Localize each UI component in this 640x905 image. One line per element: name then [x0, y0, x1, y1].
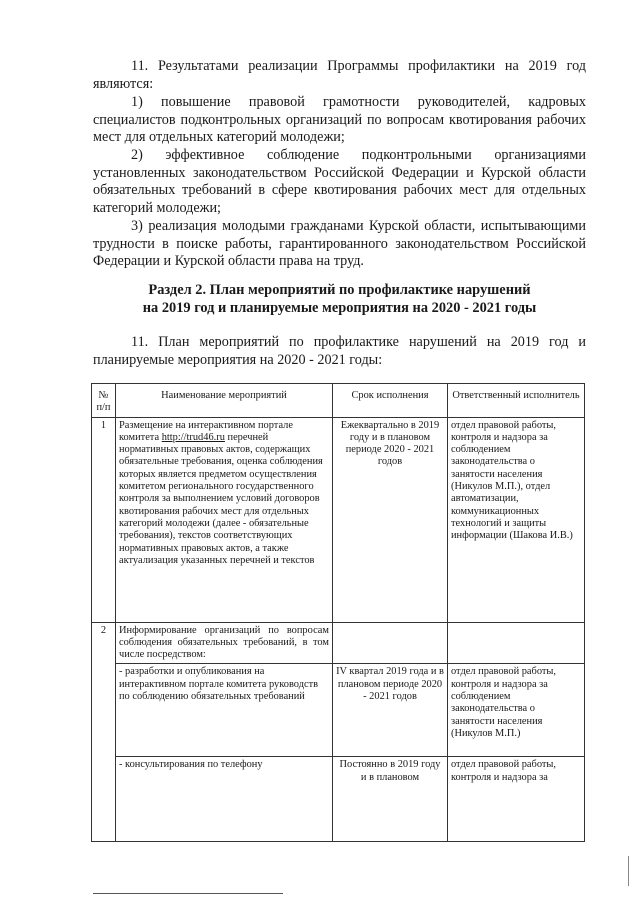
row2-name: Информирование организаций по вопросам соблюдения обязательных требований, в том числе посредством:	[116, 622, 333, 664]
scan-edge-mark	[628, 856, 629, 886]
footer-rule	[93, 893, 283, 894]
row2-responsible	[448, 622, 585, 664]
row2b-name: - консультирования по телефону	[116, 757, 333, 842]
header-number: № п/п	[92, 384, 116, 418]
row1-name-post: перечней нормативных правовых актов, содержащих обязательные требования, оценка соблюдения которых является предметом осуществления комитетом регионального государственного контроля за выполнением условий договоров квотирования рабочих мест для отдельных категорий молодежи (далее - обязательные требования), текстов соответствующих нормативных правовых актов, а также актуализация указанных перечней и текстов	[119, 431, 323, 566]
header-responsible: Ответственный исполнитель	[448, 384, 585, 418]
table-row	[92, 757, 585, 842]
header-name: Наименование мероприятий	[116, 384, 333, 418]
row2b-responsible: отдел правовой работы, контроля и надзора за	[448, 757, 585, 842]
header-term: Срок исполнения	[333, 384, 448, 418]
row1-name	[116, 417, 333, 622]
result-item-3: 3) реализация молодыми гражданами Курской области, испытывающими трудности в поиске работы, гарантированного законодательством Российской Федерации и Курской области права на труд.	[93, 218, 586, 270]
row2a-name: - разработки и опубликования на интерактивном портале комитета руководств по соблюдению обязательных требований	[116, 664, 333, 757]
row2b-term: Постоянно в 2019 году и в плановом	[333, 757, 448, 842]
row1-number: 1	[92, 417, 116, 622]
row1-term: Ежеквартально в 2019 году и в плановом периоде 2020 - 2021 годов	[333, 417, 448, 622]
section-title-line-2: на 2019 год и планируемые мероприятия на 2020 - 2021 годы	[142, 300, 537, 316]
row2a-responsible: отдел правовой работы, контроля и надзора за соблюдением законодательства о занятости населения (Никулов М.П.)	[448, 664, 585, 757]
paragraph-11-plan: 11. План мероприятий по профилактике нарушений на 2019 год и планируемые мероприятия на 2020 - 2021 годы:	[93, 334, 586, 368]
table-row	[92, 622, 585, 664]
row2-term	[333, 622, 448, 664]
table-row	[92, 417, 585, 622]
section-title-line-1: Раздел 2. План мероприятий по профилактике нарушений	[148, 282, 531, 298]
trud46-link[interactable]: http://trud46.ru	[161, 431, 225, 443]
row2a-term: IV квартал 2019 года и в плановом периоде 2020 - 2021 годов	[333, 664, 448, 757]
row1-responsible: отдел правовой работы, контроля и надзора за соблюдением законодательства о занятости населения (Никулов М.П.), отдел автоматизации, коммуникационных технологий и защиты информации (Шакова И.В.)	[448, 417, 585, 622]
paragraph-11-results: 11. Результатами реализации Программы профилактики на 2019 год являются:	[93, 58, 586, 92]
measures-table	[91, 383, 585, 842]
result-item-1: 1) повышение правовой грамотности руководителей, кадровых специалистов подконтрольных организаций по вопросам квотирования рабочих мест для отдельных категорий молодежи;	[93, 94, 586, 146]
row1-name-pre: Размещение на интерактивном портале комитета	[119, 419, 293, 443]
row2-number: 2	[92, 622, 116, 842]
table-header-row	[92, 384, 585, 418]
table-row	[92, 664, 585, 757]
result-item-2: 2) эффективное соблюдение подконтрольными организациями установленных законодательством Российской Федерации и Курской области обязательных требований в сфере квотирования рабочих мест для отдельных категорий молодежи;	[93, 147, 586, 216]
